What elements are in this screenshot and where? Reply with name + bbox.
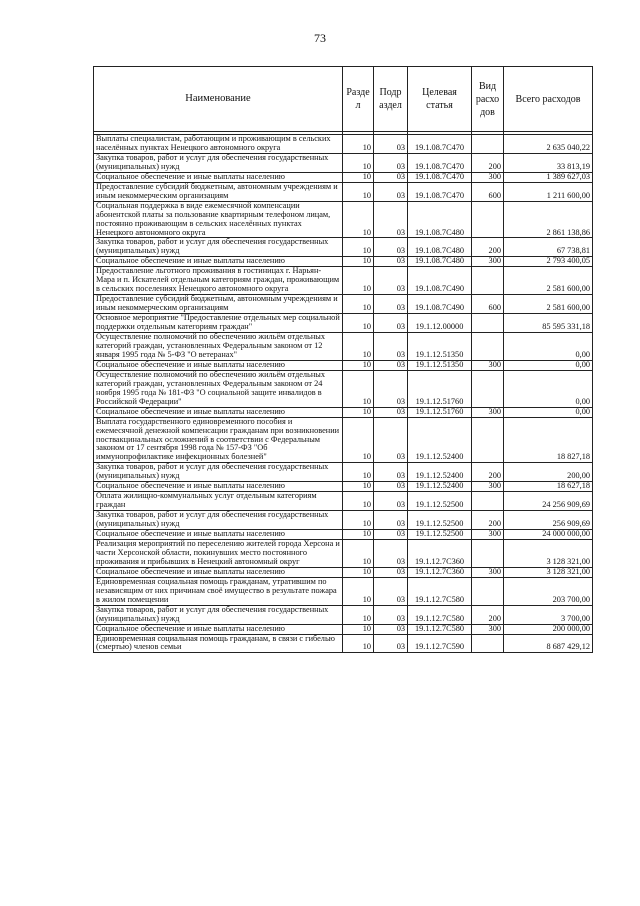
row-target: 19.1.12.7С580 [408, 605, 472, 624]
row-target: 19.1.12.7С590 [408, 634, 472, 653]
row-section: 10 [343, 624, 374, 634]
row-section: 10 [343, 201, 374, 238]
row-section: 10 [343, 135, 374, 154]
row-expense-type: 200 [472, 511, 504, 530]
table-header-row [94, 67, 593, 132]
row-section: 10 [343, 577, 374, 605]
row-expense-type [472, 370, 504, 407]
row-name: Выплаты специалистам, работающим и проживающим в сельских населённых пунктах Ненецкого автономного округа [94, 135, 343, 154]
row-section: 10 [343, 295, 374, 314]
row-total: 1 211 600,00 [504, 182, 593, 201]
row-expense-type: 300 [472, 567, 504, 577]
table-row [94, 407, 593, 417]
row-subsection: 03 [374, 201, 408, 238]
row-expense-type: 200 [472, 153, 504, 172]
row-total: 8 687 429,12 [504, 634, 593, 653]
row-subsection: 03 [374, 605, 408, 624]
header-target: Целевая статья [408, 67, 472, 132]
row-target: 19.1.12.51350 [408, 333, 472, 361]
row-target: 19.1.08.7С490 [408, 295, 472, 314]
row-expense-type: 300 [472, 624, 504, 634]
row-expense-type: 300 [472, 482, 504, 492]
row-section: 10 [343, 314, 374, 333]
row-subsection: 03 [374, 257, 408, 267]
table-row [94, 567, 593, 577]
row-total: 3 128 321,00 [504, 539, 593, 567]
row-target: 19.1.08.7С470 [408, 153, 472, 172]
row-total: 2 861 138,86 [504, 201, 593, 238]
row-expense-type [472, 333, 504, 361]
row-section: 10 [343, 182, 374, 201]
row-section: 10 [343, 605, 374, 624]
row-name: Реализация мероприятий по переселению жителей города Херсона и части Херсонской области, покинувших место постоянного проживания и прибывших в Ненецкий автономный округ [94, 539, 343, 567]
row-section: 10 [343, 407, 374, 417]
row-expense-type: 300 [472, 360, 504, 370]
row-expense-type [472, 314, 504, 333]
row-subsection: 03 [374, 407, 408, 417]
table-row [94, 257, 593, 267]
row-target: 19.1.12.51760 [408, 407, 472, 417]
row-name: Предоставление субсидий бюджетным, автономным учреждениям и иным некоммерческим организациям [94, 182, 343, 201]
row-expense-type: 300 [472, 407, 504, 417]
table-row [94, 605, 593, 624]
row-total: 67 738,81 [504, 238, 593, 257]
row-expense-type: 200 [472, 605, 504, 624]
row-name: Закупка товаров, работ и услуг для обеспечения государственных (муниципальных) нужд [94, 605, 343, 624]
row-section: 10 [343, 492, 374, 511]
row-target: 19.1.12.7С580 [408, 624, 472, 634]
row-section: 10 [343, 257, 374, 267]
row-section: 10 [343, 153, 374, 172]
row-name: Закупка товаров, работ и услуг для обеспечения государственных (муниципальных) нужд [94, 238, 343, 257]
row-subsection: 03 [374, 492, 408, 511]
row-subsection: 03 [374, 182, 408, 201]
row-target: 19.1.08.7С480 [408, 201, 472, 238]
row-expense-type: 300 [472, 530, 504, 540]
table-row [94, 182, 593, 201]
row-subsection: 03 [374, 267, 408, 295]
row-section: 10 [343, 511, 374, 530]
row-subsection: 03 [374, 417, 408, 463]
row-total: 0,00 [504, 360, 593, 370]
table-row [94, 530, 593, 540]
row-name: Осуществление полномочий по обеспечению жильём отдельных категорий граждан, установленных Федеральным законом от 24 ноября 1995 года № 181-ФЗ "О социальной защите инвалидов в Российской Федерации" [94, 370, 343, 407]
row-subsection: 03 [374, 135, 408, 154]
row-subsection: 03 [374, 482, 408, 492]
row-subsection: 03 [374, 314, 408, 333]
table-row [94, 135, 593, 154]
row-name: Социальное обеспечение и иные выплаты населению [94, 407, 343, 417]
row-subsection: 03 [374, 634, 408, 653]
row-target: 19.1.12.52500 [408, 492, 472, 511]
row-subsection: 03 [374, 360, 408, 370]
row-expense-type: 300 [472, 257, 504, 267]
row-total: 0,00 [504, 333, 593, 361]
header-section: Разде л [343, 67, 374, 132]
table-row [94, 172, 593, 182]
row-section: 10 [343, 172, 374, 182]
row-target: 19.1.12.52400 [408, 463, 472, 482]
row-name: Социальное обеспечение и иные выплаты населению [94, 360, 343, 370]
row-subsection: 03 [374, 295, 408, 314]
row-total: 0,00 [504, 407, 593, 417]
row-subsection: 03 [374, 624, 408, 634]
row-target: 19.1.08.7С480 [408, 257, 472, 267]
row-name: Предоставление субсидий бюджетным, автономным учреждениям и иным некоммерческим организациям [94, 295, 343, 314]
row-target: 19.1.08.7С470 [408, 182, 472, 201]
row-total: 200 000,00 [504, 624, 593, 634]
row-total: 3 700,00 [504, 605, 593, 624]
row-total: 203 700,00 [504, 577, 593, 605]
row-section: 10 [343, 360, 374, 370]
row-total: 2 793 400,05 [504, 257, 593, 267]
row-target: 19.1.12.7С580 [408, 577, 472, 605]
row-expense-type [472, 267, 504, 295]
row-section: 10 [343, 370, 374, 407]
table-row [94, 333, 593, 361]
row-subsection: 03 [374, 172, 408, 182]
table-row [94, 267, 593, 295]
row-target: 19.1.08.7С470 [408, 135, 472, 154]
row-subsection: 03 [374, 539, 408, 567]
row-expense-type [472, 417, 504, 463]
table-row [94, 482, 593, 492]
row-total: 24 000 000,00 [504, 530, 593, 540]
row-section: 10 [343, 267, 374, 295]
row-name: Выплата государственного единовременного пособия и ежемесячной денежной компенсации гражданам при возникновении поствакцинальных осложнений в соответствии с Федеральным законом от 17 сентября 1998 года № 157-ФЗ "Об иммунопрофилактике инфекционных болезней" [94, 417, 343, 463]
row-section: 10 [343, 567, 374, 577]
row-total: 2 581 600,00 [504, 295, 593, 314]
table-row [94, 539, 593, 567]
row-subsection: 03 [374, 153, 408, 172]
row-target: 19.1.08.7С470 [408, 172, 472, 182]
row-total: 3 128 321,00 [504, 567, 593, 577]
table-row [94, 238, 593, 257]
row-total: 256 909,69 [504, 511, 593, 530]
table-row [94, 295, 593, 314]
table-row [94, 153, 593, 172]
row-name: Осуществление полномочий по обеспечению жильём отдельных категорий граждан, установленных Федеральным законом от 12 января 1995 года № 5-ФЗ "О ветеранах" [94, 333, 343, 361]
row-name: Закупка товаров, работ и услуг для обеспечения государственных (муниципальных) нужд [94, 511, 343, 530]
row-total: 200,00 [504, 463, 593, 482]
row-section: 10 [343, 634, 374, 653]
header-total: Всего расходов [504, 67, 593, 132]
row-target: 19.1.12.52400 [408, 417, 472, 463]
row-subsection: 03 [374, 577, 408, 605]
row-section: 10 [343, 333, 374, 361]
row-name: Социальное обеспечение и иные выплаты населению [94, 624, 343, 634]
row-subsection: 03 [374, 530, 408, 540]
row-total: 33 813,19 [504, 153, 593, 172]
row-name: Социальное обеспечение и иные выплаты населению [94, 567, 343, 577]
row-subsection: 03 [374, 370, 408, 407]
row-total: 24 256 909,69 [504, 492, 593, 511]
table-row [94, 360, 593, 370]
row-subsection: 03 [374, 463, 408, 482]
row-target: 19.1.12.52400 [408, 482, 472, 492]
row-name: Социальное обеспечение и иные выплаты населению [94, 172, 343, 182]
row-expense-type: 200 [472, 463, 504, 482]
header-expense-type: Вид расхо дов [472, 67, 504, 132]
row-name: Социальное обеспечение и иные выплаты населению [94, 257, 343, 267]
row-section: 10 [343, 482, 374, 492]
row-total: 18 827,18 [504, 417, 593, 463]
row-subsection: 03 [374, 238, 408, 257]
budget-table [93, 66, 593, 653]
row-expense-type: 200 [472, 238, 504, 257]
table-row [94, 463, 593, 482]
row-expense-type: 300 [472, 172, 504, 182]
row-target: 19.1.12.7С360 [408, 567, 472, 577]
row-total: 18 627,18 [504, 482, 593, 492]
row-expense-type [472, 201, 504, 238]
row-subsection: 03 [374, 333, 408, 361]
row-expense-type [472, 634, 504, 653]
row-expense-type [472, 577, 504, 605]
row-name: Социальное обеспечение и иные выплаты населению [94, 482, 343, 492]
row-expense-type: 600 [472, 182, 504, 201]
row-total: 2 635 040,22 [504, 135, 593, 154]
row-total: 85 595 331,18 [504, 314, 593, 333]
row-name: Социальная поддержка в виде ежемесячной компенсации абонентской платы за пользование квартирным телефоном лицам, постоянно проживающим в сельских населённых пунктах Ненецкого автономного округа [94, 201, 343, 238]
row-target: 19.1.12.00000 [408, 314, 472, 333]
table-row [94, 624, 593, 634]
table-row [94, 577, 593, 605]
header-name: Наименование [94, 67, 343, 132]
row-subsection: 03 [374, 511, 408, 530]
row-name: Основное мероприятие "Предоставление отдельных мер социальной поддержки отдельным категориям граждан" [94, 314, 343, 333]
row-target: 19.1.12.52500 [408, 511, 472, 530]
table-row [94, 492, 593, 511]
row-name: Оплата жилищно-коммунальных услуг отдельным категориям граждан [94, 492, 343, 511]
row-name: Закупка товаров, работ и услуг для обеспечения государственных (муниципальных) нужд [94, 463, 343, 482]
row-target: 19.1.12.51350 [408, 360, 472, 370]
page-number: 73 [314, 31, 326, 45]
header-subsection: Подр аздел [374, 67, 408, 132]
row-section: 10 [343, 539, 374, 567]
table-row [94, 634, 593, 653]
table-row [94, 511, 593, 530]
row-expense-type [472, 539, 504, 567]
row-name: Предоставление льготного проживания в гостиницах г. Нарьян-Мара и п. Искателей отдельным категориям граждан, проживающим в сельских поселениях Ненецкого автономного округа [94, 267, 343, 295]
row-target: 19.1.12.52500 [408, 530, 472, 540]
row-name: Единовременная социальная помощь гражданам, в связи с гибелью (смертью) членов семьи [94, 634, 343, 653]
row-subsection: 03 [374, 567, 408, 577]
row-total: 2 581 600,00 [504, 267, 593, 295]
row-section: 10 [343, 530, 374, 540]
row-name: Закупка товаров, работ и услуг для обеспечения государственных (муниципальных) нужд [94, 153, 343, 172]
row-name: Единовременная социальная помощь гражданам, утратившим по независящим от них причинам своё имущество в результате пожара в жилом помещении [94, 577, 343, 605]
table-row [94, 370, 593, 407]
table-row [94, 314, 593, 333]
row-expense-type [472, 492, 504, 511]
row-target: 19.1.12.51760 [408, 370, 472, 407]
row-name: Социальное обеспечение и иные выплаты населению [94, 530, 343, 540]
table-row [94, 201, 593, 238]
row-expense-type: 600 [472, 295, 504, 314]
row-target: 19.1.08.7С480 [408, 238, 472, 257]
row-target: 19.1.12.7С360 [408, 539, 472, 567]
table-row [94, 417, 593, 463]
row-total: 0,00 [504, 370, 593, 407]
row-total: 1 389 627,03 [504, 172, 593, 182]
row-section: 10 [343, 238, 374, 257]
row-expense-type [472, 135, 504, 154]
row-target: 19.1.08.7С490 [408, 267, 472, 295]
row-section: 10 [343, 417, 374, 463]
row-section: 10 [343, 463, 374, 482]
